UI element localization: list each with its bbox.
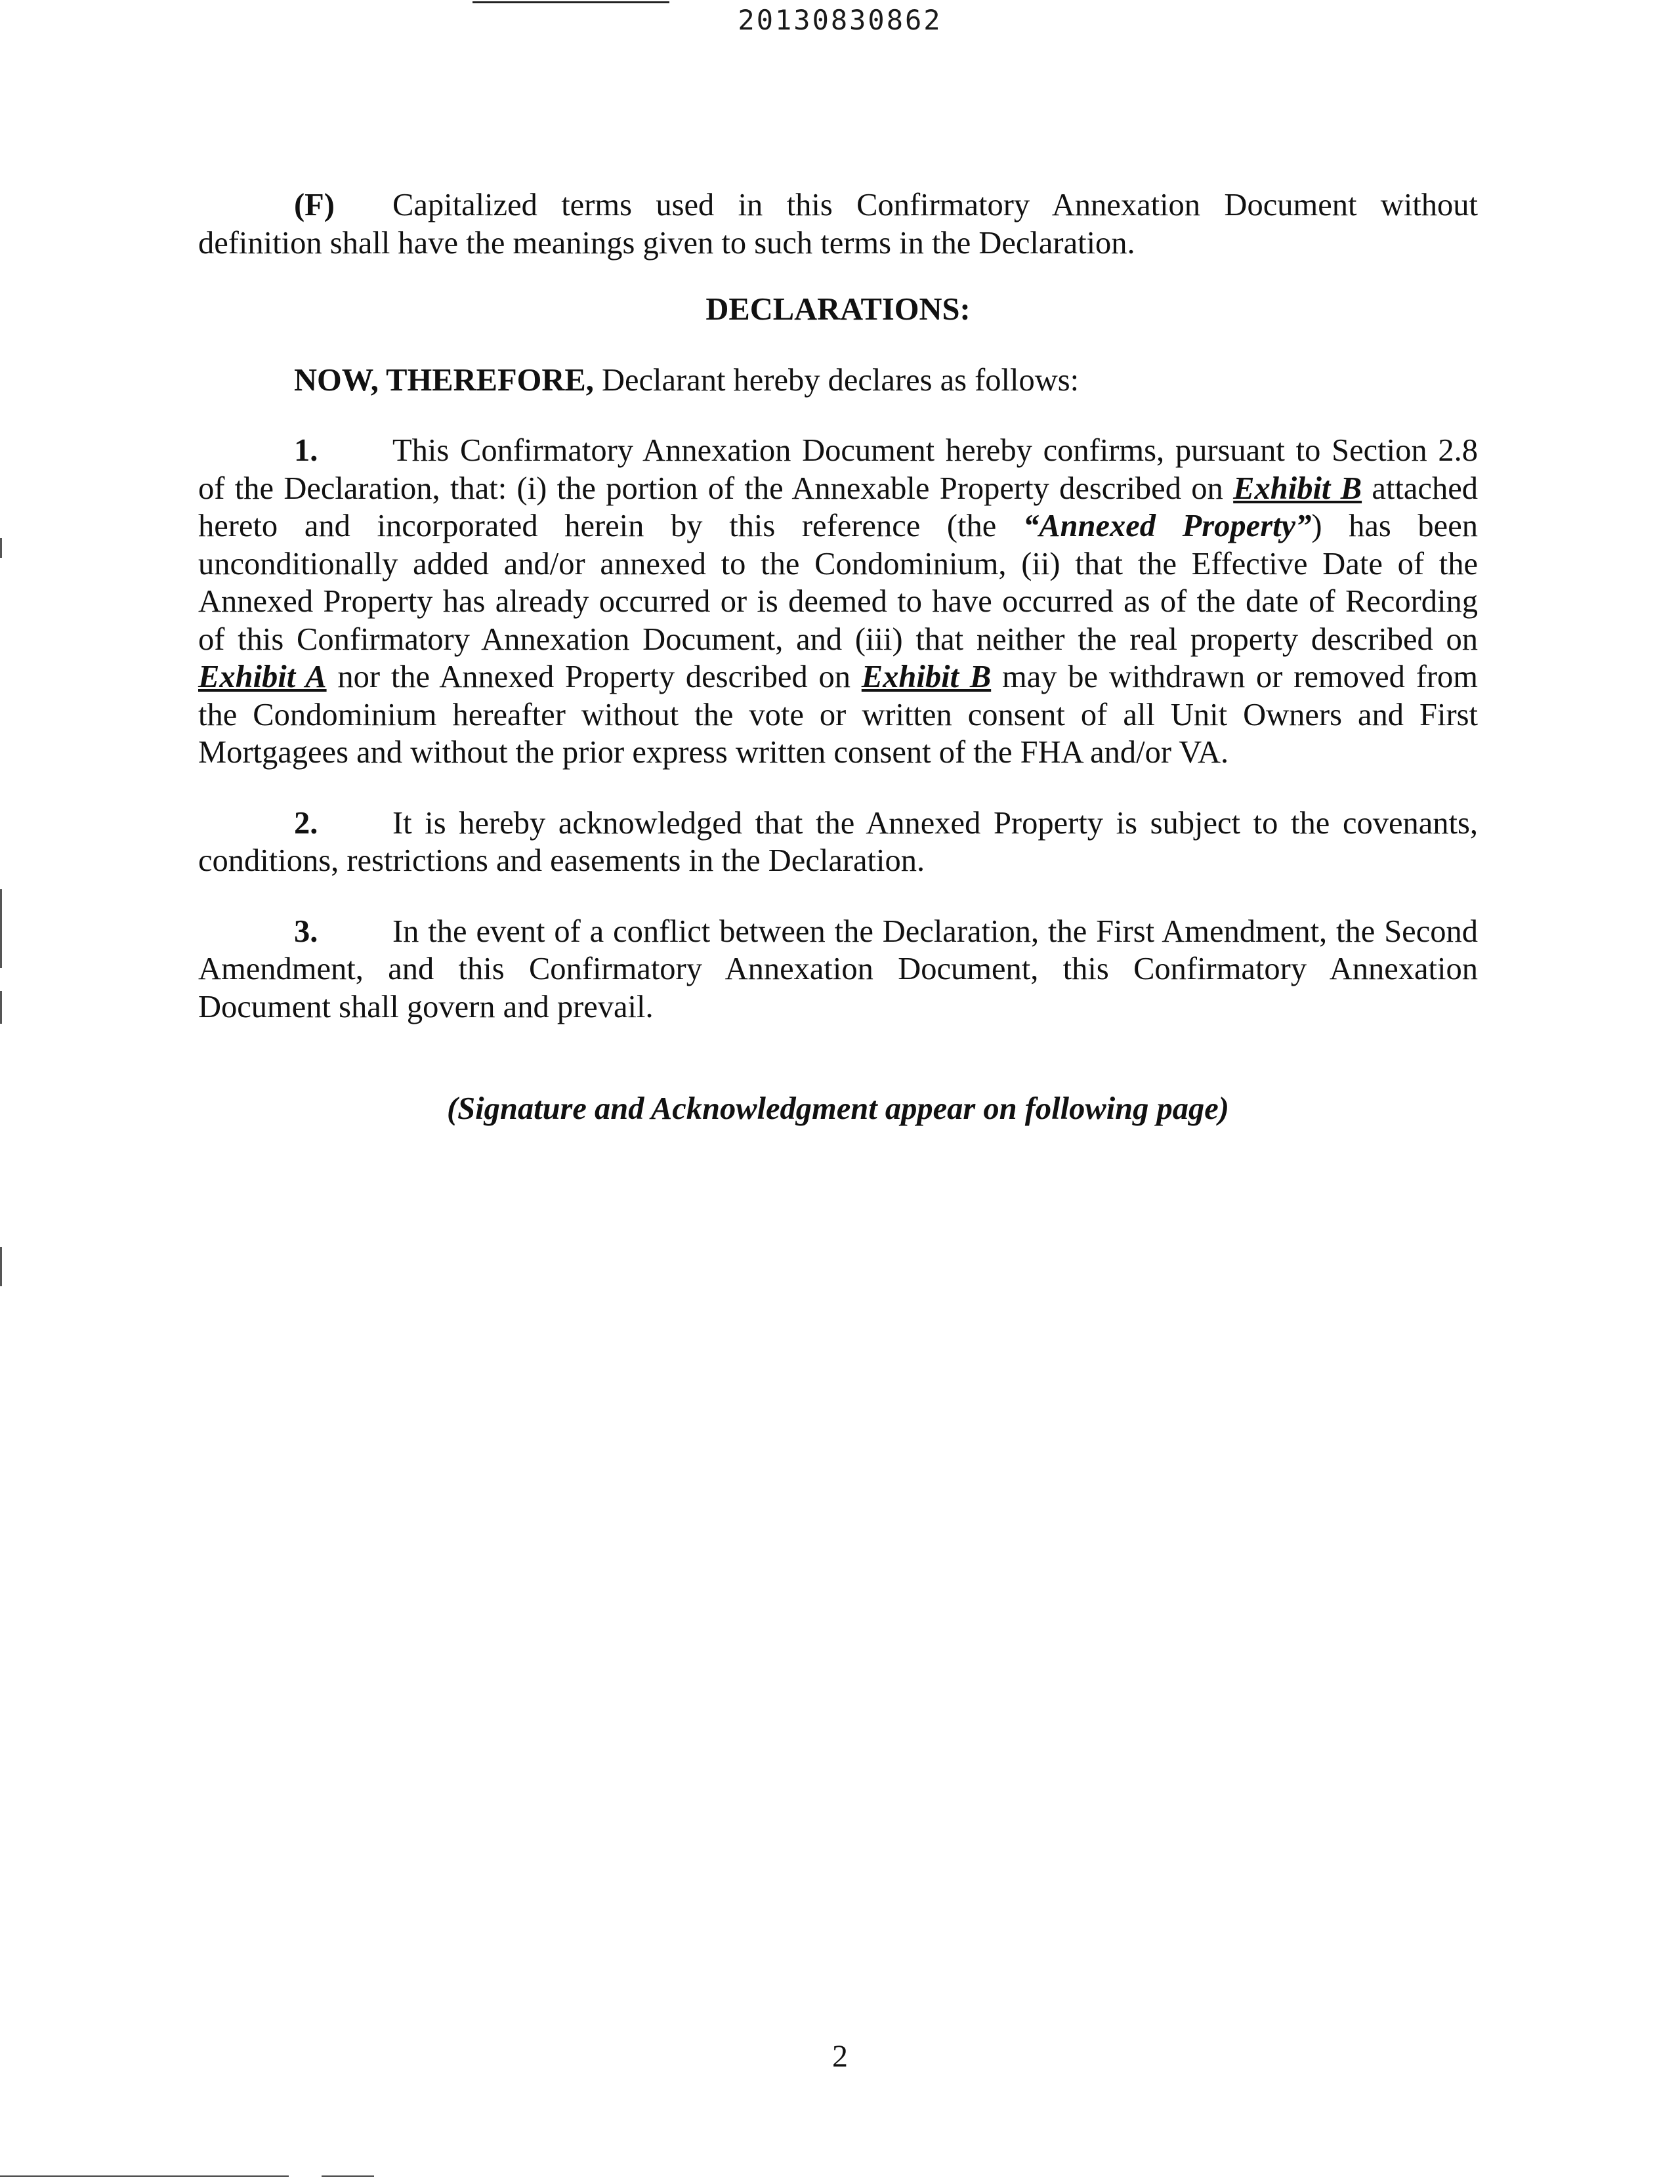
document-body: [198, 186, 1478, 1160]
signature-note: (Signature and Acknowledgment appear on following page): [447, 1091, 1229, 1126]
item-1-paragraph: [198, 432, 1478, 772]
page-number: 2: [832, 2039, 848, 2074]
now-therefore-paragraph: [198, 362, 1478, 400]
declarations-heading: DECLARATIONS:: [705, 292, 971, 327]
annexed-property-term: “Annexed Property”: [1022, 509, 1312, 543]
now-therefore-text: Declarant hereby declares as follows:: [593, 362, 1080, 398]
item-3-text: In the event of a conflict between the Declaration, the First Amendment, the Second Amendment, and this Confirmatory Annexation Document, this Confirmatory Annexation Document shall govern and prevail.: [198, 914, 1478, 1024]
item-2-text: It is hereby acknowledged that the Annexed Property is subject to the covenants, conditions, restrictions and easements in the Declaration.: [198, 805, 1478, 878]
item-1-text-b: attached hereto and incorporated herein by this reference (the: [198, 471, 1478, 543]
scan-margin-mark: [0, 538, 2, 558]
item-3-paragraph: [198, 913, 1478, 1026]
item-3-label: 3.: [294, 914, 318, 949]
scan-margin-mark: [0, 889, 2, 968]
scan-margin-mark: [0, 991, 2, 1024]
scan-margin-mark: [0, 1247, 2, 1286]
item-1-text-d: nor the Annexed Property described on: [326, 660, 862, 694]
exhibit-a-reference: Exhibit A: [198, 660, 327, 694]
item-1-text-c: ) has been unconditionally added and/or annexed to the Condominium, (ii) that the Effective Date of the Annexed Property has already occurred or is deemed to have occurred as of the date of Recording of this Confirmatory Annexation Document, and (iii) that neither the real property described on: [198, 509, 1478, 657]
item-2-label: 2.: [294, 805, 318, 841]
exhibit-b-reference-2: Exhibit B: [861, 660, 992, 694]
document-number: 20130830862: [738, 4, 942, 36]
paragraph-f-text: Capitalized terms used in this Confirmatory Annexation Document without definition shall have the meanings given to such terms in the Declaration.: [198, 188, 1478, 261]
item-1-text-a: This Confirmatory Annexation Document hereby confirms, pursuant to Section 2.8 of the Declaration, that: (i) the portion of the Annexable Property described on: [198, 433, 1478, 506]
paragraph-f: [198, 186, 1478, 262]
item-2-paragraph: [198, 805, 1478, 880]
item-1-label: 1.: [294, 433, 318, 468]
paragraph-f-label: (F): [294, 188, 335, 222]
bottom-scan-rule: [322, 2175, 374, 2177]
bottom-scan-rule: [0, 2175, 289, 2177]
top-scan-rule: [472, 1, 669, 3]
exhibit-b-reference-1: Exhibit B: [1233, 471, 1362, 506]
now-therefore-lead: NOW, THEREFORE,: [294, 362, 594, 398]
item-1-text-e: may be withdrawn or removed from the Condominium hereafter without the vote or written consent of all Unit Owners and First Mortgagees and without the prior express written consent of the FHA and/or VA.: [198, 660, 1478, 770]
